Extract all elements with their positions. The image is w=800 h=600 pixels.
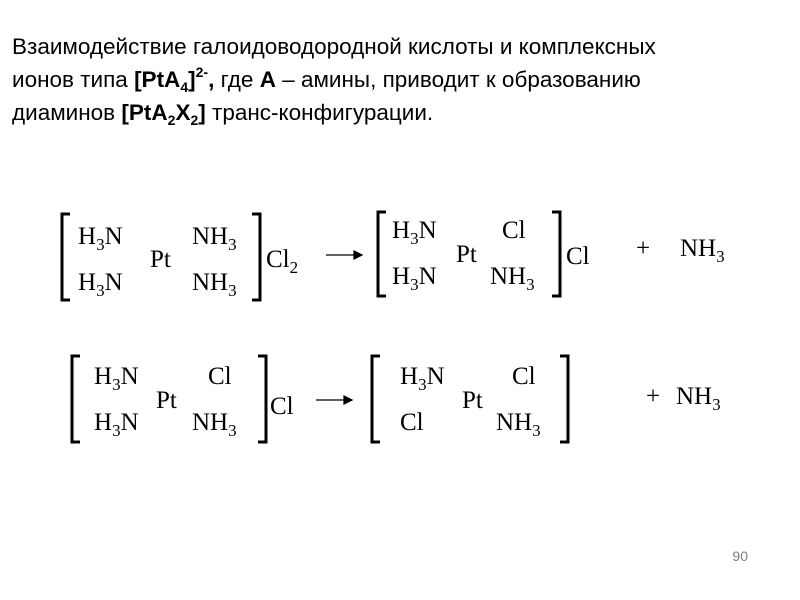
plus-sign: +	[646, 383, 661, 410]
plus-sign: +	[636, 235, 651, 262]
left-bracket	[378, 212, 386, 296]
intro-text: Взаимодействие галоидоводородной кислоты и комплексных	[12, 34, 656, 59]
arrow-head	[354, 251, 362, 259]
formula-ptA4: $[PtA_4]^{2-}$,	[134, 64, 215, 95]
right-bracket	[552, 212, 560, 296]
counter-ion-cl2: $Cl_2$	[266, 246, 299, 277]
metal-pt: Pt	[456, 241, 477, 268]
ligand-h3n: $H_3N$	[78, 269, 123, 300]
ligand-cl: Cl	[208, 363, 232, 390]
right-bracket	[252, 214, 260, 300]
page-number: 90	[732, 548, 748, 564]
ligand-h3n: $H_3N$	[392, 263, 437, 294]
intro-text: транс-конфигурации.	[212, 100, 434, 125]
ligand-cl: Cl	[512, 363, 536, 390]
ligand-nh3: $NH_3$	[496, 409, 541, 440]
right-bracket	[560, 356, 568, 442]
byproduct-nh3: $NH_3$	[676, 383, 721, 414]
left-bracket	[372, 356, 380, 442]
intro-text: где	[220, 67, 260, 92]
intro-text: ионов типа	[12, 67, 135, 92]
ligand-h3n: $H_3N$	[78, 223, 123, 254]
ligand-h3n: $H_3N$	[392, 217, 437, 248]
byproduct-nh3: $NH_3$	[680, 235, 725, 266]
left-bracket	[72, 356, 80, 442]
metal-pt: Pt	[156, 387, 177, 414]
ligand-cl: Cl	[502, 217, 526, 244]
ligand-nh3: $NH_3$	[192, 409, 237, 440]
arrow-head	[344, 396, 352, 404]
ligand-h3n: $H_3N$	[400, 363, 445, 394]
counter-ion-cl: Cl	[270, 393, 294, 420]
ligand-cl: Cl	[400, 409, 424, 436]
formula-ptA2X2: $[PtA_2X_2]$	[121, 100, 206, 128]
intro-text: диаминов	[12, 100, 122, 125]
ligand-h3n: $H_3N$	[94, 409, 139, 440]
ligand-nh3: $NH_3$	[192, 223, 237, 254]
intro-text: – амины, приводит к образованию	[275, 67, 641, 92]
counter-ion-cl: Cl	[566, 243, 590, 270]
metal-pt: Pt	[150, 246, 171, 273]
right-bracket	[258, 356, 266, 442]
symbol-A: А	[259, 67, 276, 92]
ligand-nh3: $NH_3$	[192, 269, 237, 300]
metal-pt: Pt	[462, 387, 483, 414]
left-bracket	[62, 214, 70, 300]
ligand-nh3: $NH_3$	[490, 263, 535, 294]
ligand-h3n: $H_3N$	[94, 363, 139, 394]
